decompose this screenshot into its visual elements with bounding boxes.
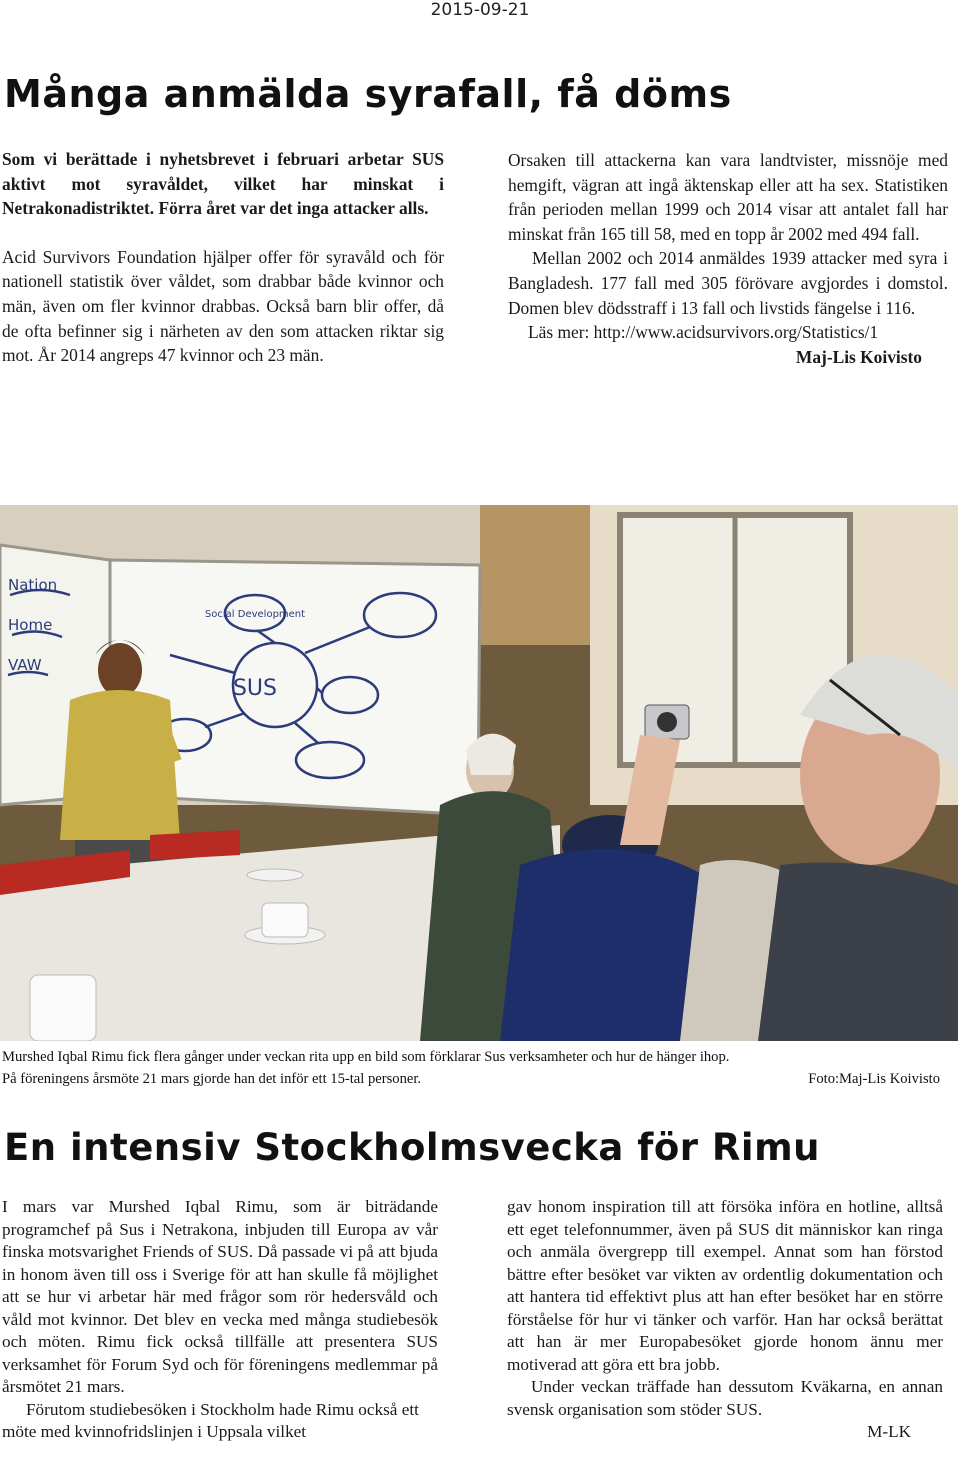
- article2-author: M-LK: [867, 1422, 911, 1441]
- page-date: 2015-09-21: [430, 0, 530, 20]
- article1-paragraph: Mellan 2002 och 2014 anmäldes 1939 attacker med syra i Bangladesh. 177 fall med 305 förövare avgjordes i domstol. Domen blev dödsstraff i 13 fall och livstids fängelse i 116.: [508, 248, 948, 318]
- article1-author: Maj-Lis Koivisto: [795, 346, 922, 367]
- whiteboard-side-text: VAW: [8, 656, 42, 674]
- photo-caption: [2, 1046, 940, 1090]
- article2-paragraph: gav honom inspiration till att försöka införa en hotline, alltså ett eget telefonnummer, även på SUS dit människor kan ringa och anmäla övergrepp till exempel. Annat som han förstod bättre efter besöket var vikten av ordentlig dokumentation och att hantera tid effektivt plus att han efter besöket har en större förståelse för hur vi tänker och varför. Han har också berättat att han är mer Europabesöket gjorde honom ännu mer motiverad att göra ett bra jobb.: [507, 1197, 943, 1374]
- whiteboard-side-text: Nation: [8, 576, 58, 594]
- article1-paragraph: Orsaken till attackerna kan vara landtvister, missnöje med hemgift, vägran att ingå äktenskap eller att ha sex. Statistiken från perioden mellan 1999 och 2014 visar att antalet fall har minskat från 165 till 58, med en topp år 2002 med 494 fall.: [508, 150, 948, 244]
- article2-column-left: [2, 1196, 438, 1444]
- article2-column-right: [507, 1196, 943, 1444]
- whiteboard-node-text: Social Development: [204, 609, 306, 620]
- caption-line: Murshed Iqbal Rimu fick flera gånger under veckan rita upp en bild som förklarar Sus verksamheter och hur de hänger ihop.: [2, 1049, 730, 1065]
- article1-paragraph: Acid Survivors Foundation hjälper offer för syravåld och för nationell statistik över våldet, som drabbar både kvinnor och män, även om fler kvinnor drabbas. Också barn blir offer, då de ofta befinner sig i närheten av den som attacken riktar sig mot. År 2014 angreps 47 kvinnor och 23 män.: [2, 246, 444, 366]
- article1-column-right: [508, 148, 948, 369]
- article1-lead: Som vi berättade i nyhetsbrevet i februari arbetar SUS aktivt mot syravåldet, vilket har minskat i Netrakonadistriktet. Förra året var det inga attacker alls.: [2, 149, 444, 219]
- article2-title: En intensiv Stockholmsvecka för Rimu: [4, 1126, 820, 1169]
- meeting-photo: [0, 505, 958, 1041]
- article2-paragraph: Under veckan träffade han dessutom Kväkarna, en annan svensk organisation som stöder SUS.: [507, 1377, 943, 1419]
- read-more-link[interactable]: Läs mer: http://www.acidsurvivors.org/Statistics/1: [528, 322, 879, 343]
- article1-title: Många anmälda syrafall, få döms: [4, 72, 732, 116]
- caption-line: På föreningens årsmöte 21 mars gjorde han det inför ett 15-tal personer.: [2, 1071, 422, 1087]
- whiteboard-center-text: SUS: [232, 676, 278, 701]
- article1-column-left: [2, 147, 444, 368]
- photo-credit: Foto:Maj-Lis Koivisto: [808, 1071, 940, 1087]
- article2-paragraph: I mars var Murshed Iqbal Rimu, som är biträdande programchef på Sus i Netrakona, inbjuden till Europa av vår finska motsvarighet Friends of SUS. Då passade vi på att bjuda in honom även till oss i Sverige för att han skulle få möjlighet att se hur vi arbetar här med frågor som rör hedersvåld och våld mot kvinnor. Det blev en vecka med många studiebesök och möten. Rimu fick också tillfälle att presentera SUS verksamhet för Forum Syd och för föreningens medlemmar på årsmötet 21 mars.: [2, 1197, 438, 1396]
- whiteboard-side-text: Home: [8, 616, 53, 634]
- article2-paragraph: Förutom studiebesöken i Stockholm hade Rimu också ett möte med kvinnofridslinjen i Uppsala vilket: [2, 1399, 419, 1441]
